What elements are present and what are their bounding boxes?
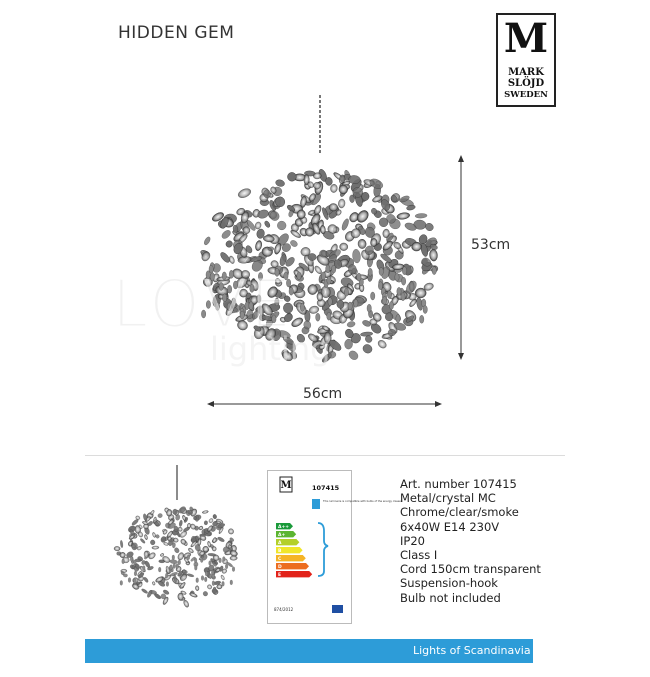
crystal-drop [152, 581, 156, 585]
crystal-drop [220, 229, 232, 240]
crystal-pendant [200, 558, 203, 563]
energy-class-bracket [318, 523, 328, 576]
energy-class-label: A+ [278, 533, 286, 539]
logo-line-3: SWEDEN [504, 90, 548, 100]
crystal-pendant [205, 571, 208, 576]
crystal-drop [330, 184, 338, 193]
crystal-drop [217, 584, 223, 589]
crystal-drop [212, 514, 217, 519]
crystal-drop [179, 520, 183, 527]
crystal-drop [300, 196, 308, 208]
crystal-pendant [196, 578, 199, 583]
crystal-drop [349, 195, 354, 203]
logo-letter: M [503, 15, 549, 62]
crystal-pendant [142, 566, 145, 571]
crystal-pendant [201, 576, 204, 581]
crystal-drop [347, 349, 360, 361]
energy-label-graphic [268, 471, 404, 623]
crystal-drop [169, 559, 177, 564]
watermark [112, 268, 342, 388]
crystal-drop [208, 553, 217, 556]
crystal-pendant [389, 301, 393, 309]
crystal-drop [206, 584, 212, 590]
footer-tagline: Lights of Scandinavia [413, 644, 531, 657]
crystal-drop [230, 556, 238, 561]
width-label: 56cm [303, 386, 343, 402]
spec-line: Chrome/clear/smoke [400, 505, 519, 520]
crystal-pendant [354, 299, 358, 307]
crystal-drop [319, 250, 327, 257]
crystal-pendant [423, 306, 427, 314]
crystal-drop [338, 199, 346, 209]
crystal-pendant [209, 574, 212, 579]
height-dimension-line [453, 155, 469, 360]
spec-line: Metal/crystal MC [400, 491, 496, 506]
crystal-drop [144, 534, 148, 540]
crystal-pendant [367, 304, 371, 312]
footer-bar [85, 639, 533, 663]
crystal-pendant [432, 267, 436, 275]
crystal-drop [360, 332, 373, 337]
crystal-pendant [344, 288, 348, 296]
thumbnail-crystal-cluster [114, 505, 238, 608]
crystal-pendant [176, 564, 179, 569]
crystal-drop [217, 536, 225, 542]
crystal-drop [320, 225, 326, 234]
height-label: 53cm [471, 237, 511, 253]
crystal-drop [183, 599, 190, 608]
crystal-pendant [357, 273, 361, 281]
crystal-drop [308, 253, 317, 261]
crystal-pendant [420, 315, 424, 323]
crystal-pendant [230, 580, 233, 585]
crystal-pendant [401, 293, 405, 301]
crystal-drop [220, 574, 225, 580]
crystal-pendant [170, 565, 173, 570]
crystal-pendant [178, 560, 181, 565]
energy-class-label: A [278, 541, 282, 547]
crystal-drop [120, 540, 123, 548]
bulb-icon [312, 499, 320, 509]
crystal-pendant [187, 555, 190, 560]
crystal-pendant [395, 273, 399, 281]
crystal-pendant [172, 555, 175, 560]
chandelier-thumbnail [110, 465, 245, 610]
crystal-pendant [396, 315, 400, 323]
energy-compat-text: This luminaire is compatible with bulbs of the energy classes: [323, 500, 404, 503]
crystal-drop [255, 240, 263, 251]
energy-regulation: 874/2012 [274, 607, 294, 612]
watermark-love: LOVE [112, 268, 295, 342]
crystal-drop [341, 218, 350, 231]
crystal-drop [415, 288, 426, 298]
crystal-pendant [371, 292, 375, 300]
brand-logo [496, 13, 556, 107]
crystal-drop [268, 247, 274, 251]
crystal-pendant [128, 578, 131, 583]
eu-flag-icon [332, 605, 343, 613]
energy-art-number: 107415 [312, 484, 340, 492]
crystal-drop [199, 534, 206, 537]
crystal-drop [144, 551, 149, 558]
energy-class-label: A++ [278, 525, 290, 531]
crystal-drop [150, 540, 155, 546]
crystal-pendant [212, 581, 215, 586]
crystal-drop [396, 212, 410, 220]
crystal-pendant [382, 296, 386, 304]
crystal-drop [361, 343, 373, 355]
crystal-drop [415, 213, 427, 218]
crystal-pendant [134, 560, 137, 565]
crystal-drop [341, 176, 346, 183]
crystal-drop [157, 513, 163, 519]
crystal-pendant [211, 570, 214, 575]
crystal-drop [273, 242, 282, 255]
crystal-drop [182, 515, 187, 521]
crystal-pendant [122, 559, 125, 564]
crystal-drop [297, 210, 305, 219]
crystal-pendant [165, 573, 168, 578]
crystal-drop [276, 220, 288, 232]
logo-line-2: SLÖJD [507, 78, 545, 89]
crystal-pendant [194, 558, 197, 563]
crystal-drop [177, 552, 185, 561]
crystal-drop [288, 209, 294, 217]
crystal-pendant [225, 564, 228, 569]
crystal-drop [227, 528, 235, 536]
crystal-pendant [219, 558, 222, 563]
crystal-pendant [209, 561, 212, 566]
crystal-drop [187, 573, 195, 577]
crystal-drop [357, 239, 366, 249]
crystal-pendant [158, 567, 161, 572]
crystal-pendant [134, 579, 137, 584]
crystal-drop [225, 239, 234, 248]
spec-line: Art. number 107415 [400, 477, 517, 491]
spec-line: IP20 [400, 533, 425, 548]
energy-label [267, 470, 404, 624]
crystal-drop [193, 516, 196, 520]
crystal-drop [174, 547, 181, 554]
crystal-pendant [368, 268, 372, 276]
crystal-drop [183, 526, 191, 532]
crystal-drop [114, 546, 120, 551]
logo-line-1: MARK [508, 67, 544, 78]
crystal-drop [143, 576, 149, 583]
spec-line: Suspension-hook [400, 576, 498, 591]
spec-line: Class I [400, 548, 438, 563]
product-title: HIDDEN GEM [118, 23, 235, 43]
crystal-pendant [166, 582, 169, 587]
crystal-drop [339, 243, 348, 251]
energy-class-bars [276, 523, 312, 578]
crystal-pendant [130, 557, 133, 562]
spec-line: 6x40W E14 230V [400, 519, 500, 534]
crystal-drop [347, 321, 356, 328]
crystal-drop [325, 177, 333, 186]
crystal-drop [203, 236, 211, 246]
crystal-pendant [387, 291, 391, 299]
spec-line: Cord 150cm transparent [400, 562, 541, 577]
section-divider [85, 455, 565, 456]
crystal-drop [388, 329, 396, 336]
crystal-pendant [378, 282, 382, 290]
crystal-pendant [401, 277, 405, 285]
crystal-pendant [379, 268, 383, 276]
crystal-pendant [402, 267, 406, 275]
crystal-pendant [173, 564, 176, 569]
crystal-drop [202, 510, 209, 514]
crystal-pendant [204, 577, 207, 582]
crystal-pendant [397, 287, 401, 295]
crystal-drop [152, 546, 159, 550]
crystal-drop [195, 585, 199, 590]
crystal-pendant [222, 581, 225, 586]
energy-class-label: E [278, 573, 282, 579]
crystal-drop [143, 513, 148, 521]
crystal-drop [376, 339, 387, 350]
crystal-pendant [348, 302, 352, 310]
crystal-drop [286, 171, 297, 182]
crystal-drop [152, 532, 157, 538]
spec-list [400, 477, 541, 605]
crystal-pendant [222, 557, 225, 562]
spec-line: Bulb not included [400, 590, 501, 605]
crystal-drop [429, 249, 438, 262]
energy-class-label: B [278, 549, 282, 555]
crystal-pendant [232, 567, 235, 572]
crystal-drop [140, 538, 146, 544]
energy-class-bar [276, 571, 312, 577]
energy-class-label: C [278, 557, 282, 563]
crystal-drop [202, 591, 208, 597]
crystal-pendant [194, 565, 197, 570]
crystal-drop [141, 588, 148, 594]
crystal-pendant [134, 571, 137, 576]
crystal-drop [355, 208, 371, 224]
crystal-drop [237, 187, 253, 200]
watermark-lighting: lighting [210, 330, 331, 368]
crystal-drop [275, 179, 285, 188]
crystal-drop [264, 220, 271, 228]
crystal-pendant [120, 581, 123, 586]
crystal-drop [212, 546, 217, 551]
crystal-drop [204, 521, 208, 526]
energy-class-label: D [278, 565, 282, 571]
energy-label-brand-letter: M [280, 480, 292, 491]
